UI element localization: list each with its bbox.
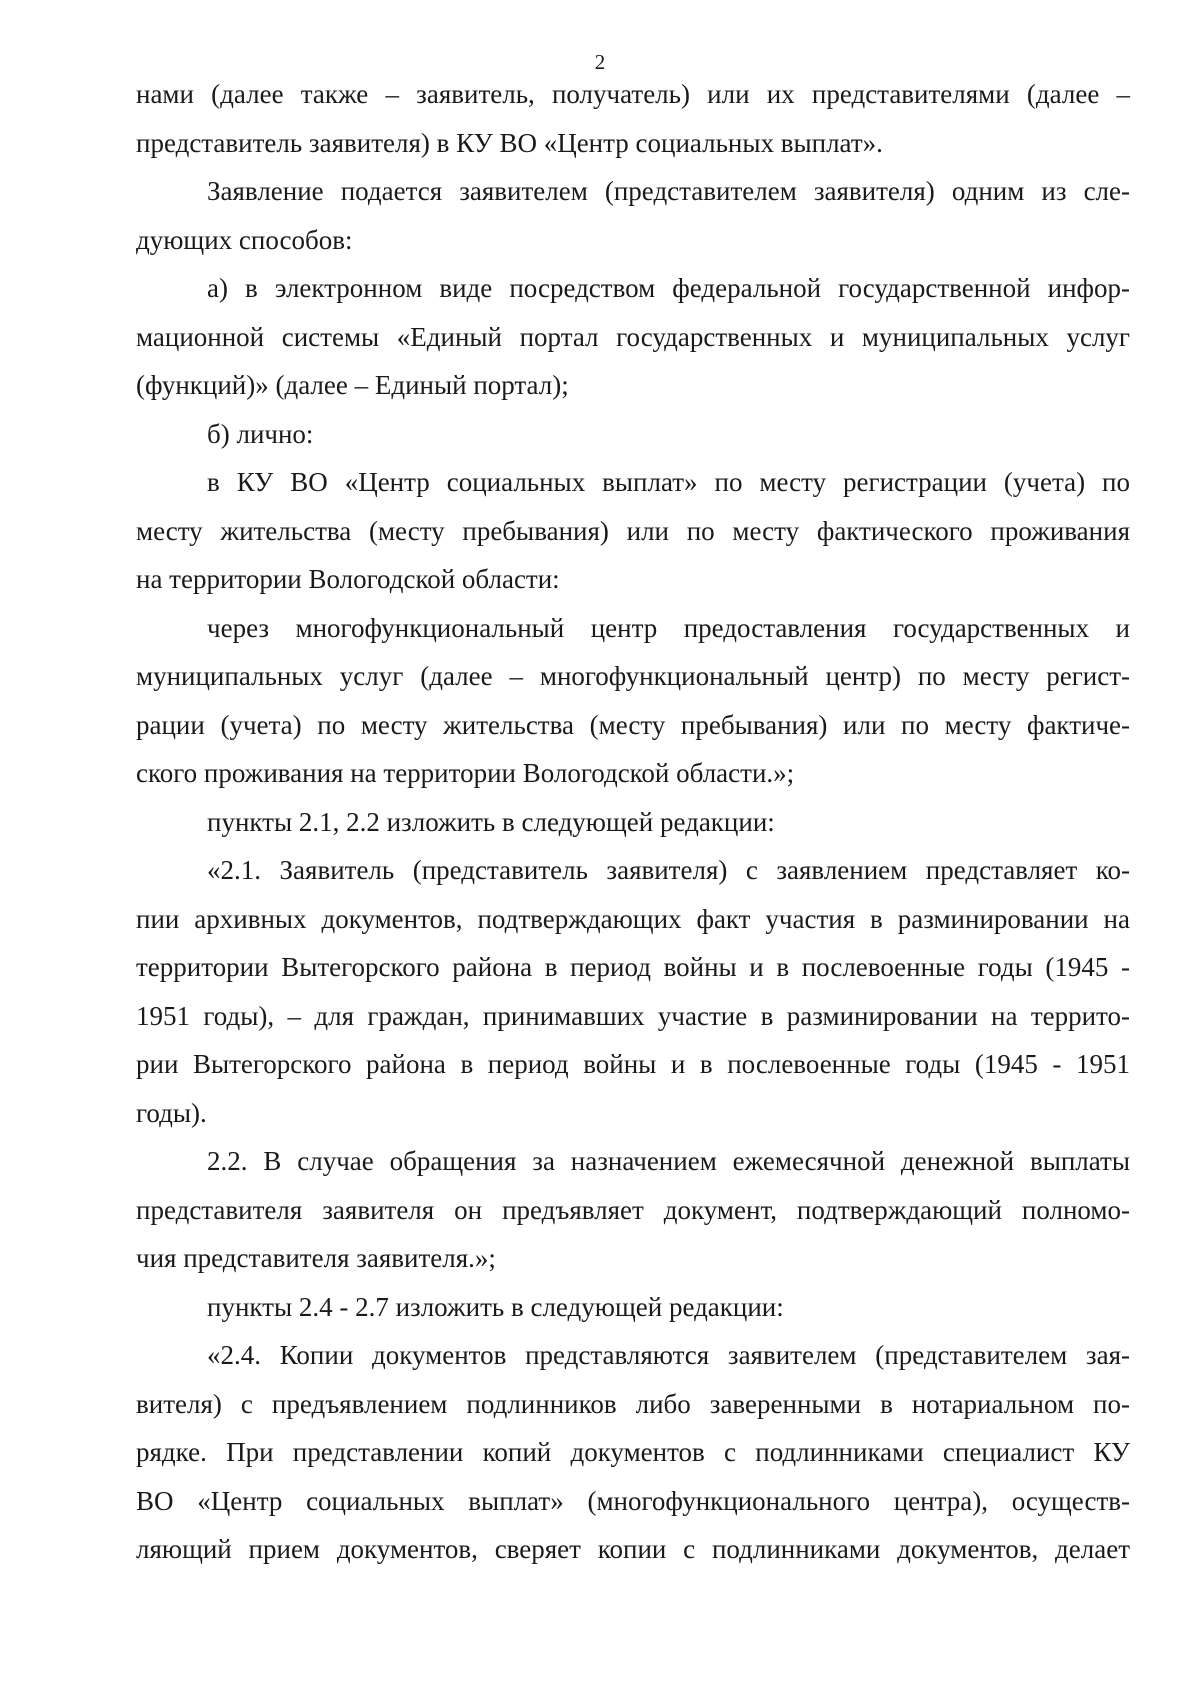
text-line: чия представителя заявителя.»; <box>136 1243 496 1273</box>
text-line: месту жительства (месту пребывания) или по месту фактического проживания <box>136 515 1130 546</box>
text-line: Заявление подается заявителем (представителем заявителя) одним из сле- <box>207 176 1130 206</box>
text-line: годы). <box>136 1097 207 1128</box>
text-line: вителя) с предъявлением подлинников либо заверенными в нотариальном по- <box>136 1388 1130 1419</box>
text-line: пункты 2.1, 2.2 изложить в следующей редакции: <box>207 806 775 837</box>
text-line: муниципальных услуг (далее – многофункциональный центр) по месту регист- <box>136 661 1130 691</box>
text-line: а) в электронном виде посредством федеральной государственной инфор- <box>207 273 1130 303</box>
text-line: ляющий прием документов, сверяет копии с подлинниками документов, делает <box>136 1534 1130 1564</box>
text-line: рии Вытегорского района в период войны и в послевоенные годы (1945 - 1951 <box>136 1049 1130 1079</box>
text-line: нами (далее также – заявитель, получатель) или их представителями (далее – <box>136 79 1130 109</box>
text-line: ского проживания на территории Вологодской области.»; <box>136 758 795 788</box>
text-line: мационной системы «Единый портал государственных и муниципальных услуг <box>136 321 1130 352</box>
text-line: через многофункциональный центр предоставления государственных и <box>207 612 1130 643</box>
text-line: пункты 2.4 - 2.7 изложить в следующей редакции: <box>207 1291 784 1322</box>
text-line: б) лично: <box>207 418 314 449</box>
text-line: 2.2. В случае обращения за назначением ежемесячной денежной выплаты <box>207 1146 1130 1176</box>
text-line: рации (учета) по месту жительства (месту пребывания) или по месту фактиче- <box>136 709 1130 740</box>
page-number: 2 <box>594 50 606 74</box>
text-line: ВО «Центр социальных выплат» (многофункционального центра), осуществ- <box>136 1485 1130 1516</box>
text-line: рядке. При представлении копий документов с подлинниками специалист КУ <box>136 1437 1130 1467</box>
text-line: представителя заявителя он предъявляет документ, подтверждающий полномо- <box>136 1194 1130 1225</box>
text-line: «2.1. Заявитель (представитель заявителя) с заявлением представляет ко- <box>207 855 1130 885</box>
text-line: 1951 годы), – для граждан, принимавших участие в разминировании на террито- <box>136 1000 1130 1031</box>
text-line: представитель заявителя) в КУ ВО «Центр социальных выплат». <box>136 127 883 158</box>
text-line: (функций)» (далее – Единый портал); <box>136 370 569 400</box>
text-line: в КУ ВО «Центр социальных выплат» по месту регистрации (учета) по <box>207 467 1130 497</box>
text-line: территории Вытегорского района в период войны и в послевоенные годы (1945 - <box>136 952 1130 982</box>
text-line: дующих способов: <box>136 224 353 255</box>
text-line: «2.4. Копии документов представляются заявителем (представителем зая- <box>207 1340 1130 1370</box>
text-line: пии архивных документов, подтверждающих факт участия в разминировании на <box>136 903 1130 934</box>
text-line: на территории Вологодской области: <box>136 564 560 594</box>
